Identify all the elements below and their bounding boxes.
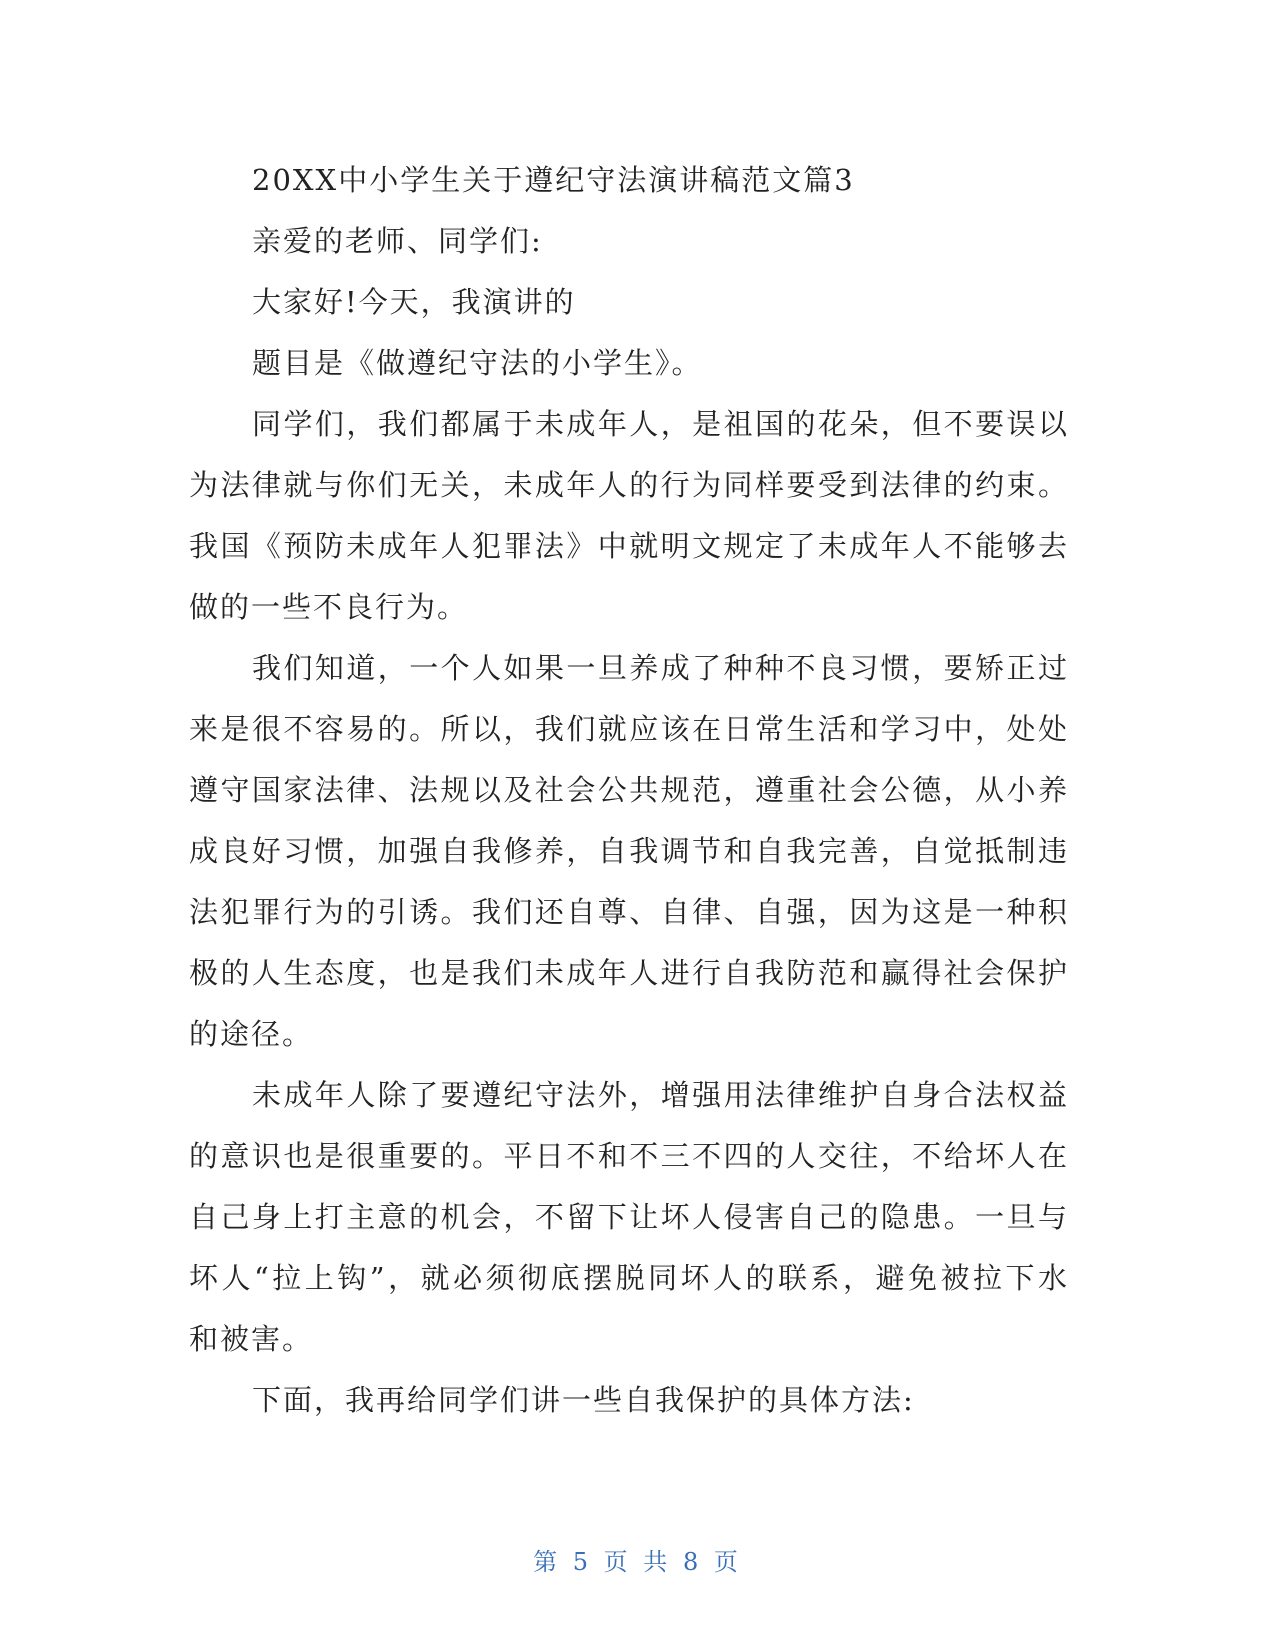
paragraph-2-line-3: 遵守国家法律、法规以及社会公共规范，遵重社会公德，从小养 xyxy=(189,773,1069,807)
paragraph-2-line-2: 来是很不容易的。所以，我们就应该在日常生活和学习中，处处 xyxy=(189,712,1069,746)
paragraph-2-line-6: 极的人生态度，也是我们未成年人进行自我防范和赢得社会保护 xyxy=(189,956,1069,990)
paragraph-1-line-4: 做的一些不良行为。 xyxy=(189,590,469,624)
greeting-line: 大家好!今天，我演讲的 xyxy=(252,285,576,319)
document-title: 20XX中小学生关于遵纪守法演讲稿范文篇3 xyxy=(252,163,855,197)
paragraph-4-line-1: 下面，我再给同学们讲一些自我保护的具体方法: xyxy=(252,1383,915,1417)
document-body xyxy=(189,150,1069,1431)
paragraph-2-line-5: 法犯罪行为的引诱。我们还自尊、自律、自强，因为这是一种积 xyxy=(189,895,1069,929)
paragraph-3-line-1: 未成年人除了要遵纪守法外，增强用法律维护自身合法权益 xyxy=(252,1078,1069,1112)
paragraph-1-line-2: 为法律就与你们无关，未成年人的行为同样要受到法律的约束。 xyxy=(189,468,1069,502)
paragraph-2-line-1: 我们知道，一个人如果一旦养成了种种不良习惯，要矫正过 xyxy=(252,651,1069,685)
paragraph-3-line-4: 坏人“拉上钩”，就必须彻底摆脱同坏人的联系，避免被拉下水 xyxy=(189,1261,1069,1295)
paragraph-3-line-2: 的意识也是很重要的。平日不和不三不四的人交往，不给坏人在 xyxy=(189,1139,1069,1173)
paragraph-1-line-3: 我国《预防未成年人犯罪法》中就明文规定了未成年人不能够去 xyxy=(189,529,1069,563)
salutation-line: 亲爱的老师、同学们: xyxy=(252,224,543,258)
page-number-footer: 第 5 页 共 8 页 xyxy=(533,1548,742,1576)
topic-line: 题目是《做遵纪守法的小学生》。 xyxy=(252,346,703,380)
paragraph-2-line-4: 成良好习惯，加强自我修养，自我调节和自我完善，自觉抵制违 xyxy=(189,834,1069,868)
paragraph-1-line-1: 同学们，我们都属于未成年人，是祖国的花朵，但不要误以 xyxy=(252,407,1069,441)
paragraph-3-line-5: 和被害。 xyxy=(189,1322,314,1356)
paragraph-2-line-7: 的途径。 xyxy=(189,1017,314,1051)
paragraph-3-line-3: 自己身上打主意的机会，不留下让坏人侵害自己的隐患。一旦与 xyxy=(189,1200,1069,1234)
